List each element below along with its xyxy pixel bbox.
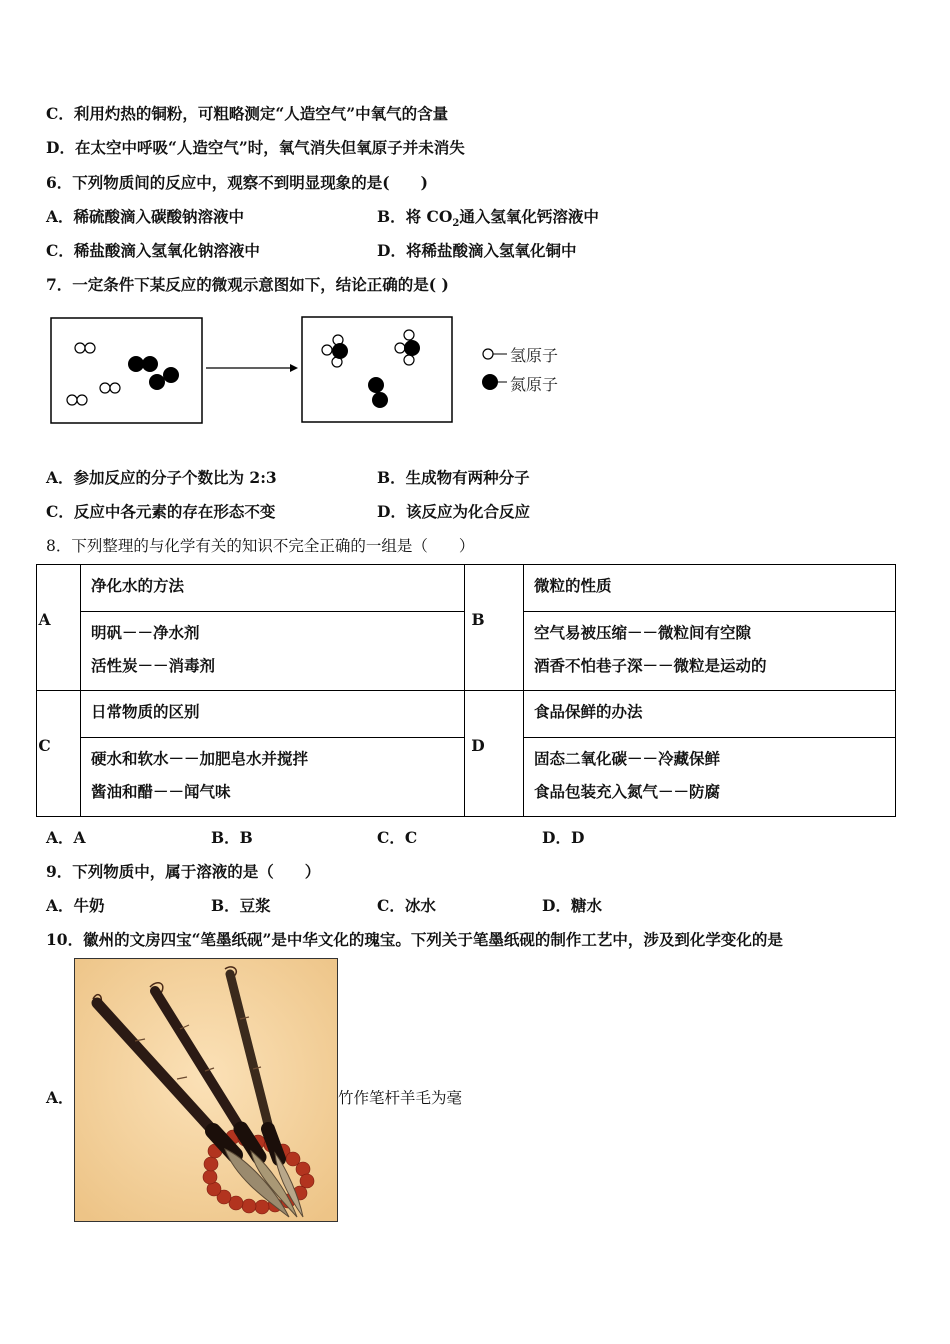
q6-option-b: B．将 $CO_2$通入氢氧化钙溶液中 [377,207,599,230]
q9-option-c: C．冰水 [377,896,436,915]
cell-d-label: D [465,691,524,817]
reaction-diagram [50,310,590,435]
cell-a-head: 净化水的方法 [81,565,465,612]
cell-b-body: 空气易被压缩－－微粒间有空隙 酒香不怕巷子深－－微粒是运动的 [524,612,896,691]
q7-option-b: B．生成物有两种分子 [377,468,530,487]
cell-d-head: 食品保鲜的办法 [524,691,896,738]
q9-option-d: D．糖水 [542,896,602,915]
q7-option-d: D．该反应为化合反应 [377,502,530,521]
q10-stem: 10．徽州的文房四宝“笔墨纸砚”是中华文化的瑰宝。下列关于笔墨纸砚的制作工艺中，涉及到化学变化的是 [46,930,783,949]
cell-d-body: 固态二氧化碳－－冷藏保鲜 食品包装充入氮气－－防腐 [524,738,896,817]
q9-stem: 9．下列物质中，属于溶液的是（ ） [46,862,321,881]
q6-option-a: A．稀硫酸滴入碳酸钠溶液中 [46,207,245,226]
q10-option-a-text: 竹作笔杆羊毛为毫 [338,1089,463,1107]
q7-option-a: A．参加反应的分子个数比为 2:3 [46,468,277,487]
legend-hydrogen: 氢原子 [510,346,559,365]
q7-option-c: C．反应中各元素的存在形态不变 [46,502,276,521]
cell-b-label: B [465,565,524,691]
cell-c-label: C [37,691,81,817]
q8-option-d: D．D [542,828,585,847]
cell-c-body: 硬水和软水－－加肥皂水并搅拌 酱油和醋－－闻气味 [81,738,465,817]
q5-option-c: C．利用灼热的铜粉，可粗略测定“人造空气”中氧气的含量 [46,104,449,123]
q10-option-a-label: A． [46,1088,74,1107]
q6-stem: 6．下列物质间的反应中，观察不到明显现象的是( ) [46,173,428,192]
q8-option-a: A．A [46,828,86,847]
q8-option-c: C．C [377,828,418,847]
q6-option-c: C．稀盐酸滴入氢氧化钠溶液中 [46,241,260,260]
q8-knowledge-table [36,564,896,817]
legend-nitrogen: 氮原子 [510,375,559,394]
cell-a-body: 明矾－－净水剂 活性炭－－消毒剂 [81,612,465,691]
nitrogen-atom-icon [482,374,498,390]
q7-stem: 7．一定条件下某反应的微观示意图如下，结论正确的是( ) [46,275,449,294]
hydrogen-atom-icon [483,349,493,359]
cell-c-head: 日常物质的区别 [81,691,465,738]
q8-option-b: B．B [211,828,253,847]
q6-option-d: D．将稀盐酸滴入氢氧化铜中 [377,241,577,260]
q9-option-a: A．牛奶 [46,896,105,915]
cell-a-label: A [37,565,81,691]
q8-stem: 8．下列整理的与化学有关的知识不完全正确的一组是（ ） [46,537,475,555]
cell-b-head: 微粒的性质 [524,565,896,612]
brush-photo [74,958,338,1222]
q5-option-d: D．在太空中呼吸“人造空气”时，氧气消失但氧原子并未消失 [46,138,465,157]
q9-option-b: B．豆浆 [211,896,271,915]
